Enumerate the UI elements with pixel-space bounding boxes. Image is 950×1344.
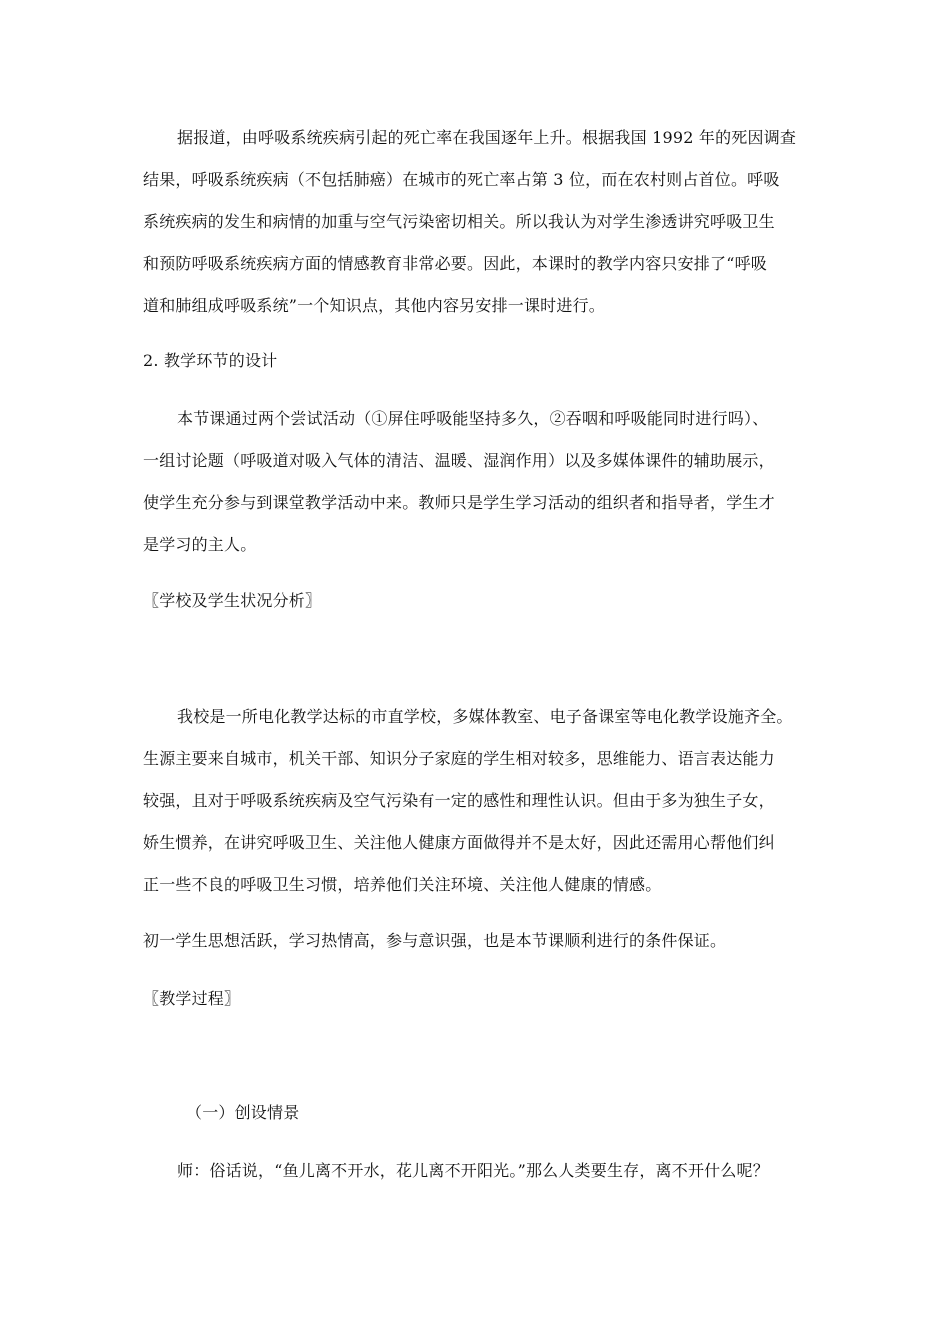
paragraph-line: 初一学生思想活跃，学习热情高，参与意识强，也是本节课顺利进行的条件保证。: [143, 931, 727, 950]
paragraph-line: 和预防呼吸系统疾病方面的情感教育非常必要。因此，本课时的教学内容只安排了“呼吸: [143, 254, 767, 273]
paragraph-line: 较强，且对于呼吸系统疾病及空气污染有一定的感性和理性认识。但由于多为独生子女，: [143, 791, 775, 810]
paragraph-line: 师：俗话说，“鱼儿离不开水，花儿离不开阳光。”那么人类要生存，离不开什么呢？: [177, 1161, 769, 1180]
paragraph-line: 生源主要来自城市，机关干部、知识分子家庭的学生相对较多，思维能力、语言表达能力: [143, 749, 775, 768]
section-heading: 〖教学过程〗: [143, 989, 241, 1008]
paragraph-line: 系统疾病的发生和病情的加重与空气污染密切相关。所以我认为对学生渗透讲究呼吸卫生: [143, 212, 775, 231]
paragraph-line: 结果，呼吸系统疾病（不包括肺癌）在城市的死亡率占第 3 位，而在农村则占首位。呼吸: [143, 170, 780, 189]
paragraph-line: 我校是一所电化教学达标的市直学校，多媒体教室、电子备课室等电化教学设施齐全。: [177, 707, 793, 726]
paragraph-line: 据报道，由呼吸系统疾病引起的死亡率在我国逐年上升。根据我国 1992 年的死因调查: [177, 128, 797, 147]
paragraph-line: 是学习的主人。: [143, 535, 257, 554]
paragraph-line: 道和肺组成呼吸系统”一个知识点，其他内容另安排一课时进行。: [143, 296, 605, 315]
paragraph-line: 正一些不良的呼吸卫生习惯，培养他们关注环境、关注他人健康的情感。: [143, 875, 662, 894]
paragraph-line: 使学生充分参与到课堂教学活动中来。教师只是学生学习活动的组织者和指导者，学生才: [143, 493, 775, 512]
section-heading: 2. 教学环节的设计: [143, 351, 278, 370]
paragraph-line: 娇生惯养，在讲究呼吸卫生、关注他人健康方面做得并不是太好，因此还需用心帮他们纠: [143, 833, 775, 852]
section-heading: 〖学校及学生状况分析〗: [143, 591, 322, 610]
subsection-heading: （一）创设情景: [186, 1103, 300, 1122]
paragraph-line: 本节课通过两个尝试活动（①屏住呼吸能坚持多久，②吞咽和呼吸能同时进行吗）、: [177, 409, 769, 428]
paragraph-line: 一组讨论题（呼吸道对吸入气体的清洁、温暖、湿润作用）以及多媒体课件的辅助展示，: [143, 451, 775, 470]
